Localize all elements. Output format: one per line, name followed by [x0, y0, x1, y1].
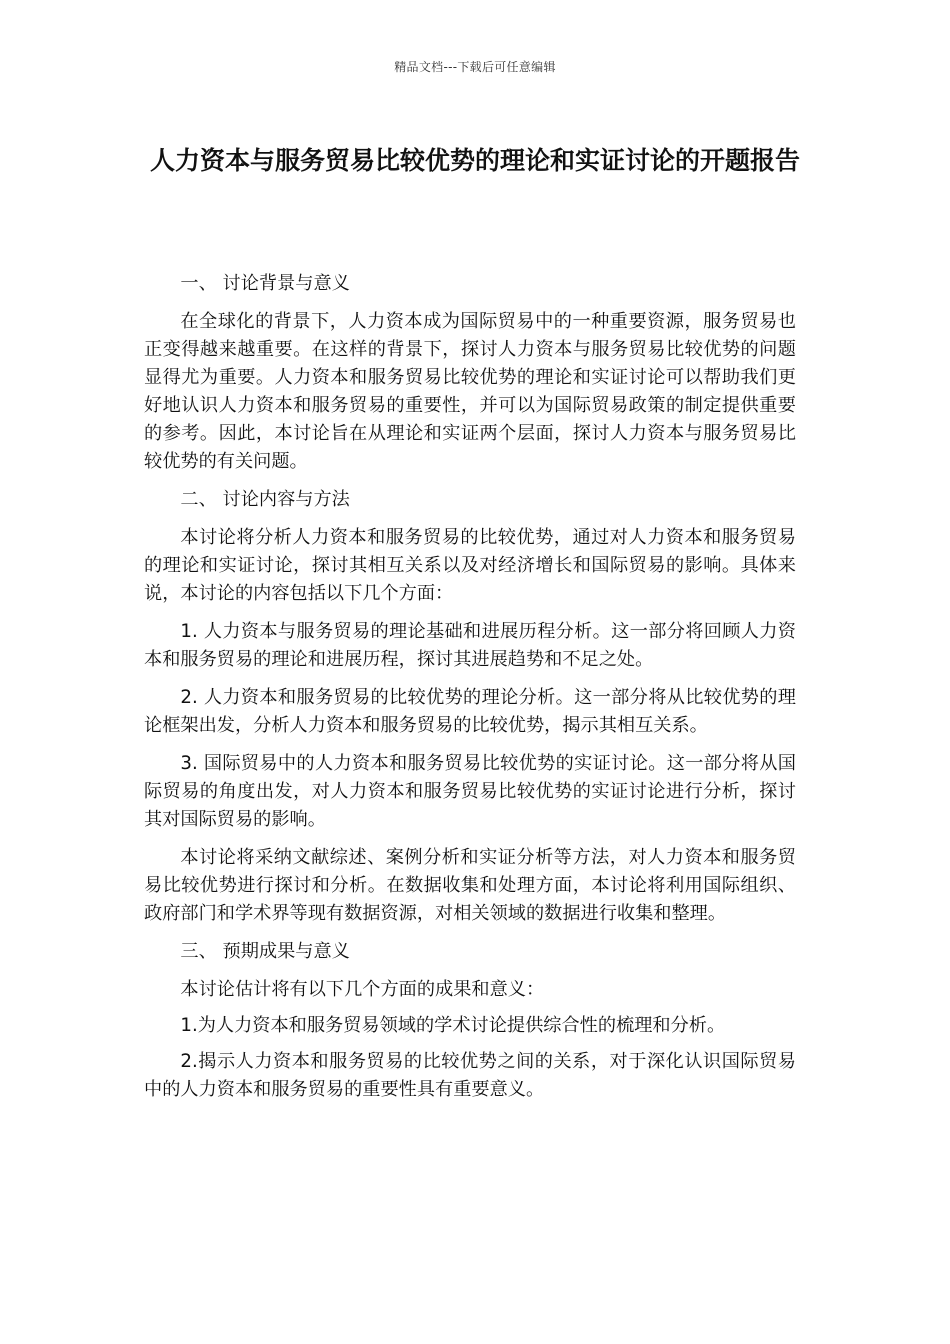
paragraph: 本讨论将分析人力资本和服务贸易的比较优势，通过对人力资本和服务贸易的理论和实证讨论，探讨其相互关系以及对经济增长和国际贸易的影响。具体来说，本讨论的内容包括以下几个方面：: [144, 527, 796, 604]
section-heading: 二、 讨论内容与方法: [180, 489, 350, 510]
section-heading: 三、 预期成果与意义: [180, 941, 350, 962]
document-title: 人力资本与服务贸易比较优势的理论和实证讨论的开题报告: [149, 146, 800, 175]
document-body: [144, 270, 796, 1112]
header-watermark: 精品文档---下载后可任意编辑: [394, 60, 556, 74]
paragraph: 在全球化的背景下，人力资本成为国际贸易中的一种重要资源，服务贸易也正变得越来越重要。在这样的背景下，探讨人力资本与服务贸易比较优势的问题显得尤为重要。人力资本和服务贸易比较优势的理论和实证讨论可以帮助我们更好地认识人力资本和服务贸易的重要性，并可以为国际贸易政策的制定提供重要的参考。因此，本讨论旨在从理论和实证两个层面，探讨人力资本与服务贸易比较优势的有关问题。: [144, 311, 796, 472]
paragraph: 本讨论将采纳文献综述、案例分析和实证分析等方法，对人力资本和服务贸易比较优势进行探讨和分析。在数据收集和处理方面，本讨论将利用国际组织、政府部门和学术界等现有数据资源，对相关领域的数据进行收集和整理。: [144, 847, 796, 924]
paragraph: 2.揭示人力资本和服务贸易的比较优势之间的关系，对于深化认识国际贸易中的人力资本和服务贸易的重要性具有重要意义。: [144, 1051, 796, 1100]
section-heading: 一、 讨论背景与意义: [180, 273, 350, 294]
paragraph: 3. 国际贸易中的人力资本和服务贸易比较优势的实证讨论。这一部分将从国际贸易的角度出发，对人力资本和服务贸易比较优势的实证讨论进行分析，探讨其对国际贸易的影响。: [144, 753, 796, 830]
paragraph: 2. 人力资本和服务贸易的比较优势的理论分析。这一部分将从比较优势的理论框架出发，分析人力资本和服务贸易的比较优势，揭示其相互关系。: [144, 687, 796, 736]
paragraph: 1.为人力资本和服务贸易领域的学术讨论提供综合性的梳理和分析。: [180, 1015, 726, 1036]
paragraph: 1. 人力资本与服务贸易的理论基础和进展历程分析。这一部分将回顾人力资本和服务贸易的理论和进展历程，探讨其进展趋势和不足之处。: [144, 621, 796, 670]
paragraph: 本讨论估计将有以下几个方面的成果和意义：: [180, 979, 545, 1000]
